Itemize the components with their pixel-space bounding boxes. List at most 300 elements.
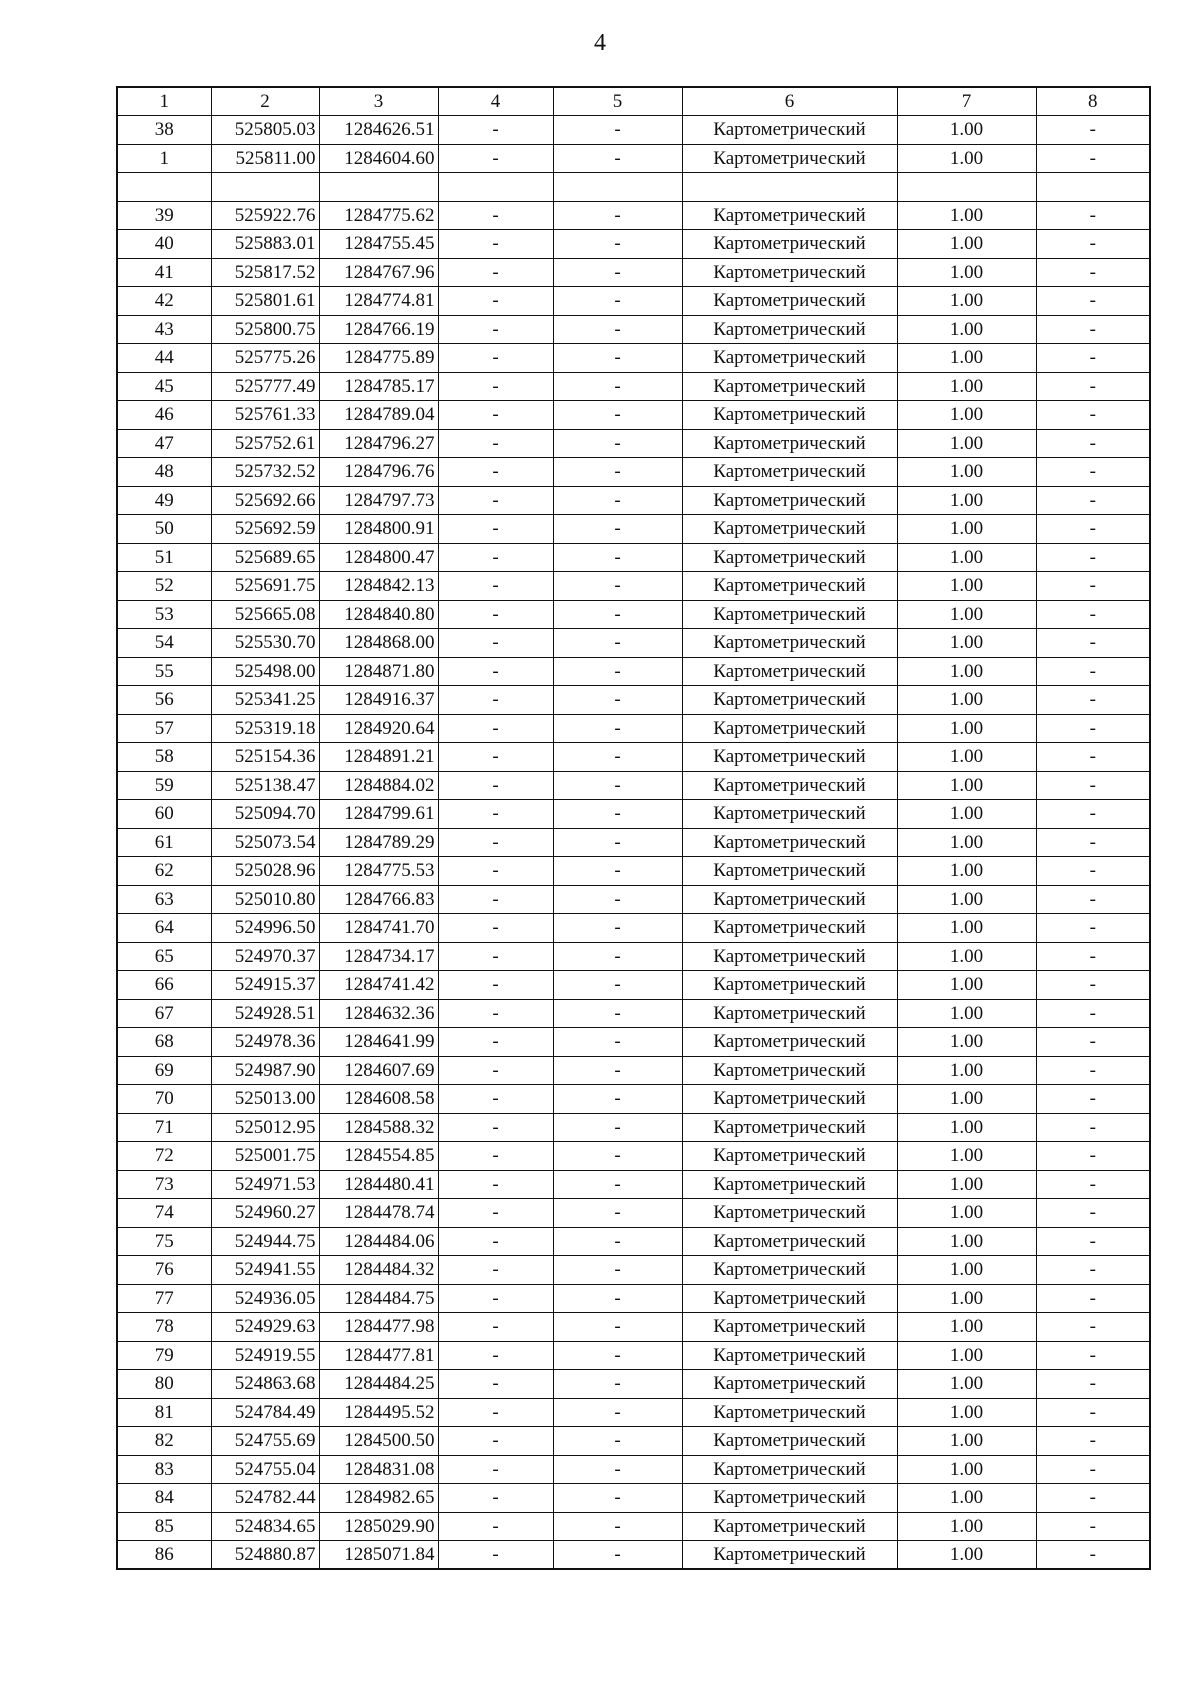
column-5-cell: -: [553, 315, 682, 344]
accuracy-cell: 1.00: [897, 1142, 1036, 1171]
column-5-cell: [553, 173, 682, 202]
column-5-cell: -: [553, 429, 682, 458]
point-number-cell: 63: [117, 885, 211, 914]
accuracy-cell: 1.00: [897, 800, 1036, 829]
column-4-cell: -: [438, 543, 553, 572]
column-8-cell: -: [1036, 458, 1150, 487]
point-number-cell: 48: [117, 458, 211, 487]
column-4-cell: -: [438, 1455, 553, 1484]
table-row: [117, 1398, 1150, 1427]
x-coordinate-cell: 524834.65: [211, 1512, 319, 1541]
method-cell: Картометрический: [682, 1085, 897, 1114]
column-4-cell: -: [438, 914, 553, 943]
column-4-cell: -: [438, 144, 553, 173]
column-8-cell: -: [1036, 201, 1150, 230]
column-5-cell: -: [553, 458, 682, 487]
column-8-cell: -: [1036, 1427, 1150, 1456]
x-coordinate-cell: 524996.50: [211, 914, 319, 943]
point-number-cell: 81: [117, 1398, 211, 1427]
accuracy-cell: 1.00: [897, 258, 1036, 287]
point-number-cell: 56: [117, 686, 211, 715]
method-cell: Картометрический: [682, 230, 897, 259]
accuracy-cell: 1.00: [897, 486, 1036, 515]
accuracy-cell: 1.00: [897, 771, 1036, 800]
method-cell: Картометрический: [682, 1455, 897, 1484]
method-cell: Картометрический: [682, 914, 897, 943]
accuracy-cell: 1.00: [897, 1284, 1036, 1313]
column-4-cell: -: [438, 1113, 553, 1142]
accuracy-cell: 1.00: [897, 1512, 1036, 1541]
accuracy-cell: 1.00: [897, 144, 1036, 173]
accuracy-cell: 1.00: [897, 1028, 1036, 1057]
column-5-cell: -: [553, 1455, 682, 1484]
column-5-cell: -: [553, 144, 682, 173]
y-coordinate-cell: 1284840.80: [319, 600, 438, 629]
x-coordinate-cell: 525691.75: [211, 572, 319, 601]
column-8-cell: -: [1036, 914, 1150, 943]
column-4-cell: -: [438, 344, 553, 373]
point-number-cell: 67: [117, 999, 211, 1028]
column-8-cell: -: [1036, 1028, 1150, 1057]
column-5-cell: -: [553, 999, 682, 1028]
point-number-cell: 85: [117, 1512, 211, 1541]
table-row: [117, 1256, 1150, 1285]
y-coordinate-cell: 1284775.89: [319, 344, 438, 373]
method-cell: Картометрический: [682, 1227, 897, 1256]
accuracy-cell: 1.00: [897, 1199, 1036, 1228]
column-8-cell: -: [1036, 1142, 1150, 1171]
table-row: [117, 1313, 1150, 1342]
table-row: [117, 1341, 1150, 1370]
column-5-cell: -: [553, 1142, 682, 1171]
x-coordinate-cell: 525775.26: [211, 344, 319, 373]
column-4-cell: -: [438, 999, 553, 1028]
column-4-cell: -: [438, 1313, 553, 1342]
y-coordinate-cell: 1284484.25: [319, 1370, 438, 1399]
column-8-cell: -: [1036, 999, 1150, 1028]
column-4-cell: -: [438, 429, 553, 458]
point-number-cell: 64: [117, 914, 211, 943]
table-row: [117, 515, 1150, 544]
table-row: [117, 1284, 1150, 1313]
column-4-cell: -: [438, 686, 553, 715]
x-coordinate-cell: 525010.80: [211, 885, 319, 914]
y-coordinate-cell: 1284734.17: [319, 942, 438, 971]
y-coordinate-cell: 1284477.81: [319, 1341, 438, 1370]
x-coordinate-cell: 524919.55: [211, 1341, 319, 1370]
table-row: [117, 258, 1150, 287]
method-cell: Картометрический: [682, 486, 897, 515]
table-row: [117, 458, 1150, 487]
method-cell: Картометрический: [682, 1113, 897, 1142]
x-coordinate-cell: 524880.87: [211, 1541, 319, 1570]
column-8-cell: -: [1036, 1256, 1150, 1285]
point-number-cell: 55: [117, 657, 211, 686]
column-5-cell: -: [553, 372, 682, 401]
y-coordinate-cell: 1284766.19: [319, 315, 438, 344]
table-header-row: [117, 87, 1150, 116]
column-5-cell: -: [553, 1541, 682, 1570]
accuracy-cell: 1.00: [897, 1455, 1036, 1484]
accuracy-cell: 1.00: [897, 315, 1036, 344]
x-coordinate-cell: 524755.69: [211, 1427, 319, 1456]
column-5-cell: -: [553, 657, 682, 686]
y-coordinate-cell: 1284785.17: [319, 372, 438, 401]
table-row: [117, 885, 1150, 914]
point-number-cell: 54: [117, 629, 211, 658]
column-4-cell: -: [438, 1427, 553, 1456]
column-5-cell: -: [553, 1284, 682, 1313]
column-5-cell: -: [553, 828, 682, 857]
x-coordinate-cell: 525001.75: [211, 1142, 319, 1171]
x-coordinate-cell: 524929.63: [211, 1313, 319, 1342]
y-coordinate-cell: 1284891.21: [319, 743, 438, 772]
accuracy-cell: 1.00: [897, 372, 1036, 401]
column-8-cell: -: [1036, 857, 1150, 886]
column-8-cell: -: [1036, 144, 1150, 173]
point-number-cell: 45: [117, 372, 211, 401]
y-coordinate-cell: 1284796.27: [319, 429, 438, 458]
column-8-cell: -: [1036, 1227, 1150, 1256]
table-row: [117, 1056, 1150, 1085]
point-number-cell: 78: [117, 1313, 211, 1342]
table-row: [117, 1427, 1150, 1456]
column-8-cell: -: [1036, 315, 1150, 344]
x-coordinate-cell: 525013.00: [211, 1085, 319, 1114]
accuracy-cell: 1.00: [897, 857, 1036, 886]
method-cell: Картометрический: [682, 372, 897, 401]
point-number-cell: 71: [117, 1113, 211, 1142]
method-cell: Картометрический: [682, 344, 897, 373]
point-number-cell: 76: [117, 1256, 211, 1285]
table-row: [117, 1484, 1150, 1513]
column-4-cell: -: [438, 1541, 553, 1570]
accuracy-cell: 1.00: [897, 230, 1036, 259]
accuracy-cell: 1.00: [897, 543, 1036, 572]
point-number-cell: 74: [117, 1199, 211, 1228]
column-5-cell: -: [553, 1341, 682, 1370]
table-row: [117, 657, 1150, 686]
point-number-cell: 84: [117, 1484, 211, 1513]
table-row: [117, 629, 1150, 658]
point-number-cell: 82: [117, 1427, 211, 1456]
x-coordinate-cell: 525530.70: [211, 629, 319, 658]
column-4-cell: -: [438, 743, 553, 772]
table-row: [117, 999, 1150, 1028]
x-coordinate-cell: 524755.04: [211, 1455, 319, 1484]
method-cell: Картометрический: [682, 258, 897, 287]
x-coordinate-cell: 525801.61: [211, 287, 319, 316]
y-coordinate-cell: 1284741.42: [319, 971, 438, 1000]
column-5-cell: -: [553, 600, 682, 629]
column-8-cell: -: [1036, 429, 1150, 458]
table-row: [117, 401, 1150, 430]
column-4-cell: -: [438, 1284, 553, 1313]
table-row: [117, 429, 1150, 458]
column-5-cell: -: [553, 201, 682, 230]
column-4-cell: -: [438, 287, 553, 316]
x-coordinate-cell: 525012.95: [211, 1113, 319, 1142]
accuracy-cell: 1.00: [897, 999, 1036, 1028]
table-row: [117, 543, 1150, 572]
method-cell: Картометрический: [682, 144, 897, 173]
column-5-cell: -: [553, 572, 682, 601]
x-coordinate-cell: 524971.53: [211, 1170, 319, 1199]
column-5-cell: -: [553, 1398, 682, 1427]
accuracy-cell: 1.00: [897, 1341, 1036, 1370]
column-8-cell: -: [1036, 116, 1150, 145]
point-number-cell: 51: [117, 543, 211, 572]
y-coordinate-cell: 1284641.99: [319, 1028, 438, 1057]
column-8-cell: -: [1036, 971, 1150, 1000]
y-coordinate-cell: 1284626.51: [319, 116, 438, 145]
column-8-cell: -: [1036, 401, 1150, 430]
point-number-cell: 86: [117, 1541, 211, 1570]
column-5-cell: -: [553, 942, 682, 971]
column-4-cell: -: [438, 1227, 553, 1256]
method-cell: Картометрический: [682, 1284, 897, 1313]
column-5-cell: -: [553, 800, 682, 829]
column-5-cell: -: [553, 857, 682, 886]
point-number-cell: 83: [117, 1455, 211, 1484]
column-8-cell: [1036, 173, 1150, 202]
column-8-cell: -: [1036, 1313, 1150, 1342]
column-4-cell: -: [438, 116, 553, 145]
column-8-cell: -: [1036, 1484, 1150, 1513]
y-coordinate-cell: 1284500.50: [319, 1427, 438, 1456]
y-coordinate-cell: 1284800.47: [319, 543, 438, 572]
y-coordinate-cell: 1284982.65: [319, 1484, 438, 1513]
column-4-cell: -: [438, 600, 553, 629]
column-5-cell: -: [553, 515, 682, 544]
column-8-cell: -: [1036, 942, 1150, 971]
method-cell: Картометрический: [682, 686, 897, 715]
table-row: [117, 1028, 1150, 1057]
x-coordinate-cell: 525805.03: [211, 116, 319, 145]
column-4-cell: -: [438, 1142, 553, 1171]
x-coordinate-cell: 525689.65: [211, 543, 319, 572]
table-body: [117, 87, 1150, 1569]
table-row: [117, 572, 1150, 601]
point-number-cell: 53: [117, 600, 211, 629]
column-5-cell: -: [553, 1113, 682, 1142]
page-number: 4: [594, 30, 606, 56]
accuracy-cell: 1.00: [897, 885, 1036, 914]
table-row: [117, 1085, 1150, 1114]
point-number-cell: 58: [117, 743, 211, 772]
table-row: [117, 686, 1150, 715]
column-5-cell: -: [553, 1484, 682, 1513]
table-row: [117, 828, 1150, 857]
column-5-cell: -: [553, 1028, 682, 1057]
method-cell: Картометрический: [682, 401, 897, 430]
method-cell: Картометрический: [682, 458, 897, 487]
x-coordinate-cell: 525498.00: [211, 657, 319, 686]
point-number-cell: 41: [117, 258, 211, 287]
point-number-cell: 68: [117, 1028, 211, 1057]
method-cell: Картометрический: [682, 885, 897, 914]
y-coordinate-cell: 1284607.69: [319, 1056, 438, 1085]
table-row: [117, 914, 1150, 943]
column-4-cell: -: [438, 629, 553, 658]
column-4-cell: -: [438, 372, 553, 401]
column-4-cell: -: [438, 1256, 553, 1285]
accuracy-cell: 1.00: [897, 287, 1036, 316]
column-8-cell: -: [1036, 743, 1150, 772]
y-coordinate-cell: 1284604.60: [319, 144, 438, 173]
accuracy-cell: 1.00: [897, 1427, 1036, 1456]
accuracy-cell: 1.00: [897, 1313, 1036, 1342]
point-number-cell: 75: [117, 1227, 211, 1256]
accuracy-cell: 1.00: [897, 600, 1036, 629]
table-row: [117, 1142, 1150, 1171]
column-8-cell: -: [1036, 486, 1150, 515]
accuracy-cell: 1.00: [897, 1113, 1036, 1142]
method-cell: Картометрический: [682, 629, 897, 658]
column-5-cell: -: [553, 258, 682, 287]
x-coordinate-cell: 525811.00: [211, 144, 319, 173]
column-4-cell: -: [438, 486, 553, 515]
header-cell: 8: [1036, 87, 1150, 116]
column-8-cell: -: [1036, 1056, 1150, 1085]
x-coordinate-cell: 525761.33: [211, 401, 319, 430]
column-4-cell: -: [438, 458, 553, 487]
table-row: [117, 116, 1150, 145]
accuracy-cell: 1.00: [897, 629, 1036, 658]
column-4-cell: -: [438, 971, 553, 1000]
column-8-cell: -: [1036, 1085, 1150, 1114]
y-coordinate-cell: 1284871.80: [319, 657, 438, 686]
x-coordinate-cell: 525800.75: [211, 315, 319, 344]
point-number-cell: 39: [117, 201, 211, 230]
y-coordinate-cell: 1284797.73: [319, 486, 438, 515]
x-coordinate-cell: 525073.54: [211, 828, 319, 857]
x-coordinate-cell: 524915.37: [211, 971, 319, 1000]
accuracy-cell: 1.00: [897, 914, 1036, 943]
column-4-cell: -: [438, 230, 553, 259]
accuracy-cell: 1.00: [897, 1170, 1036, 1199]
table-row: [117, 600, 1150, 629]
column-8-cell: -: [1036, 600, 1150, 629]
table-row: [117, 942, 1150, 971]
point-number-cell: 52: [117, 572, 211, 601]
point-number-cell: 72: [117, 1142, 211, 1171]
point-number-cell: 57: [117, 714, 211, 743]
column-8-cell: -: [1036, 1199, 1150, 1228]
accuracy-cell: 1.00: [897, 401, 1036, 430]
point-number-cell: 59: [117, 771, 211, 800]
accuracy-cell: 1.00: [897, 1085, 1036, 1114]
column-4-cell: [438, 173, 553, 202]
column-8-cell: -: [1036, 230, 1150, 259]
accuracy-cell: 1.00: [897, 1256, 1036, 1285]
y-coordinate-cell: 1284884.02: [319, 771, 438, 800]
method-cell: Картометрический: [682, 999, 897, 1028]
column-4-cell: -: [438, 1341, 553, 1370]
y-coordinate-cell: 1284789.29: [319, 828, 438, 857]
method-cell: Картометрический: [682, 543, 897, 572]
column-8-cell: -: [1036, 657, 1150, 686]
column-5-cell: -: [553, 885, 682, 914]
x-coordinate-cell: 525028.96: [211, 857, 319, 886]
accuracy-cell: 1.00: [897, 828, 1036, 857]
y-coordinate-cell: 1284478.74: [319, 1199, 438, 1228]
x-coordinate-cell: 525777.49: [211, 372, 319, 401]
accuracy-cell: 1.00: [897, 116, 1036, 145]
y-coordinate-cell: 1284916.37: [319, 686, 438, 715]
y-coordinate-cell: 1284495.52: [319, 1398, 438, 1427]
y-coordinate-cell: 1284484.32: [319, 1256, 438, 1285]
header-cell: 1: [117, 87, 211, 116]
column-8-cell: -: [1036, 1113, 1150, 1142]
column-5-cell: -: [553, 629, 682, 658]
method-cell: Картометрический: [682, 572, 897, 601]
accuracy-cell: 1.00: [897, 971, 1036, 1000]
column-8-cell: -: [1036, 543, 1150, 572]
column-4-cell: -: [438, 1512, 553, 1541]
point-number-cell: 61: [117, 828, 211, 857]
x-coordinate-cell: [211, 173, 319, 202]
header-cell: 2: [211, 87, 319, 116]
column-4-cell: -: [438, 572, 553, 601]
accuracy-cell: 1.00: [897, 686, 1036, 715]
point-number-cell: 80: [117, 1370, 211, 1399]
column-4-cell: -: [438, 258, 553, 287]
x-coordinate-cell: 524970.37: [211, 942, 319, 971]
column-4-cell: -: [438, 1028, 553, 1057]
y-coordinate-cell: 1284775.53: [319, 857, 438, 886]
point-number-cell: 77: [117, 1284, 211, 1313]
method-cell: Картометрический: [682, 1170, 897, 1199]
y-coordinate-cell: 1284796.76: [319, 458, 438, 487]
method-cell: Картометрический: [682, 201, 897, 230]
table-row: [117, 771, 1150, 800]
y-coordinate-cell: [319, 173, 438, 202]
x-coordinate-cell: 524784.49: [211, 1398, 319, 1427]
column-4-cell: -: [438, 1085, 553, 1114]
method-cell: Картометрический: [682, 1028, 897, 1057]
x-coordinate-cell: 525094.70: [211, 800, 319, 829]
column-4-cell: -: [438, 1170, 553, 1199]
y-coordinate-cell: 1284741.70: [319, 914, 438, 943]
point-number-cell: [117, 173, 211, 202]
y-coordinate-cell: 1285071.84: [319, 1541, 438, 1570]
column-4-cell: -: [438, 515, 553, 544]
accuracy-cell: 1.00: [897, 515, 1036, 544]
accuracy-cell: 1.00: [897, 1484, 1036, 1513]
column-8-cell: -: [1036, 771, 1150, 800]
x-coordinate-cell: 524987.90: [211, 1056, 319, 1085]
table-row: [117, 743, 1150, 772]
accuracy-cell: 1.00: [897, 458, 1036, 487]
point-number-cell: 40: [117, 230, 211, 259]
method-cell: Картометрический: [682, 1142, 897, 1171]
column-8-cell: -: [1036, 372, 1150, 401]
accuracy-cell: [897, 173, 1036, 202]
column-5-cell: -: [553, 1370, 682, 1399]
point-number-cell: 44: [117, 344, 211, 373]
method-cell: Картометрический: [682, 1541, 897, 1570]
column-4-cell: -: [438, 1484, 553, 1513]
point-number-cell: 49: [117, 486, 211, 515]
method-cell: Картометрический: [682, 515, 897, 544]
x-coordinate-cell: 525319.18: [211, 714, 319, 743]
x-coordinate-cell: 524941.55: [211, 1256, 319, 1285]
point-number-cell: 60: [117, 800, 211, 829]
column-5-cell: -: [553, 914, 682, 943]
column-5-cell: -: [553, 714, 682, 743]
accuracy-cell: 1.00: [897, 1541, 1036, 1570]
